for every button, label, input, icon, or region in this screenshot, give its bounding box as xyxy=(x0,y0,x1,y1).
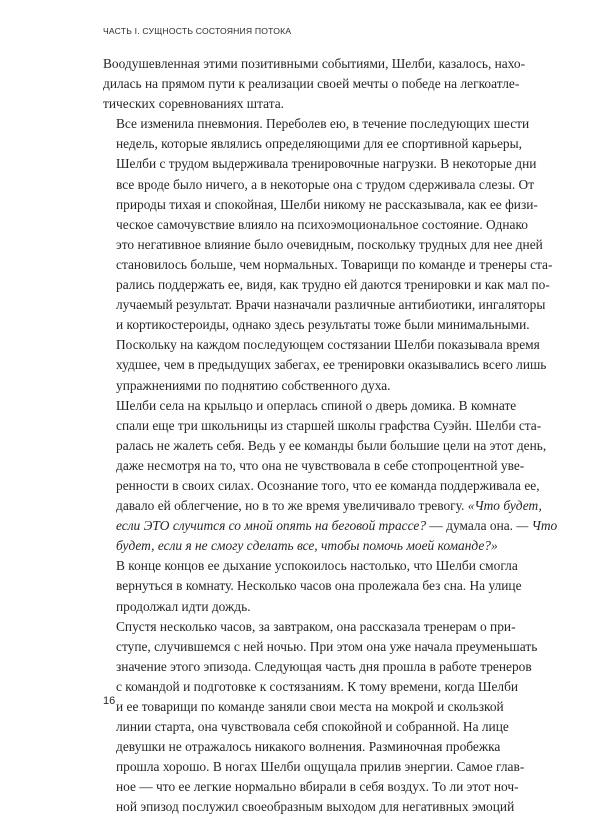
paragraph-3 xyxy=(103,396,558,557)
text-line: ралась не жалеть себя. Ведь у ее команды были большие цели на этот день, xyxy=(116,437,547,453)
text-line: спали еще три школьницы из старшей школы графства Суэйн. Шелби ста- xyxy=(116,417,542,433)
paragraph-5 xyxy=(103,617,538,818)
text-line xyxy=(103,496,542,516)
text-line: вернуться в комнату. Несколько часов она пролежала без сна. На улице xyxy=(116,578,522,594)
text-line: Шелби села на крыльцо и оперлась спиной о дверь домика. В комнате xyxy=(116,397,517,413)
text-line: ступе, случившемся с ней ночью. При этом она уже начала преуменьшать xyxy=(116,638,538,654)
text-line xyxy=(103,516,558,536)
quote-text: будет, если я не смогу сделать все, чтобы помочь моей команде?» xyxy=(116,538,498,554)
text-line: дилась на прямом пути к реализации своей мечты о победе на легкоатле- xyxy=(103,76,520,92)
text-line: это негативное влияние было очевидным, поскольку трудных для нее дней xyxy=(116,236,543,252)
text-line: и ее товарищи по команде заняли свои места на мокрой и скользкой xyxy=(116,699,504,714)
page-number: 16 xyxy=(103,695,116,707)
text-line: линии старта, она чувствовала себя спокойной и собранной. На лице xyxy=(116,719,509,735)
text-line: девушки не отражалось никакого волнения. Разминочная пробежка xyxy=(116,739,501,755)
text-line: В конце концов ее дыхание успокоилось настолько, что Шелби смогла xyxy=(116,558,518,574)
text-line: ной эпизод послужил своеобразным выходом для негативных эмоций xyxy=(116,799,515,815)
text-line: тических соревнованиях штата. xyxy=(103,96,285,112)
text-line: Все изменила пневмония. Переболев ею, в течение последующих шести xyxy=(116,116,530,132)
text-line: Спустя несколько часов, за завтраком, она рассказала тренерам о при- xyxy=(116,618,516,634)
text-line: значение этого эпизода. Следующая часть дня прошла в работе тренеров xyxy=(116,658,532,674)
text-line: рались поддержать ее, видя, как трудно ей даются тренировки и как мал по- xyxy=(116,277,550,293)
text-line: становилось больше, чем нормальных. Товарищи по команде и тренеры ста- xyxy=(116,256,553,272)
text-line: продолжал идти дождь. xyxy=(116,598,251,614)
text-line: все вроде было ничего, а в некоторые она с трудом сдерживала слезы. От xyxy=(116,176,535,192)
text-line: даже несмотря на то, что она не чувствовала в себе стопроцентной уве- xyxy=(116,457,525,473)
text-line: лучаемый результат. Врачи назначали различные антибиотики, ингаляторы xyxy=(116,297,546,313)
paragraph-2 xyxy=(103,114,553,395)
text-line: недель, которые являлись определяющими для ее спортивной карьеры, xyxy=(116,136,522,152)
text-run: — думала она. xyxy=(429,518,514,534)
quote-text: «Что будет, xyxy=(467,498,542,514)
body-text xyxy=(103,54,558,818)
text-line: Поскольку на каждом последующем состязании Шелби показывала время xyxy=(116,337,540,353)
text-line: природы тихая и спокойная, Шелби никому не рассказывала, как ее физи- xyxy=(116,196,538,212)
text-line: ное — что ее легкие нормально вбирали в себя воздух. То ли этот ноч- xyxy=(116,779,519,795)
running-head: ЧАСТЬ I. СУЩНОСТЬ СОСТОЯНИЯ ПОТОКА xyxy=(103,26,292,36)
text-run: давало ей облегчение, но в то же время увеличивало тревогу. xyxy=(116,498,465,514)
text-line: с командой и подготовке к состязаниям. К тому времени, когда Шелби xyxy=(116,678,519,694)
text-line: Шелби с трудом выдерживала тренировочные нагрузки. В некоторые дни xyxy=(116,156,537,172)
text-line: упражнениями по поднятию собственного духа. xyxy=(116,377,391,393)
text-line: ческое самочувствие влияло на психоэмоциональное состояние. Однако xyxy=(116,216,528,232)
paragraph-4 xyxy=(103,556,522,616)
quote-text: — Что xyxy=(516,518,558,534)
text-line: худшее, чем в предыдущих забегах, ее тренировки оказывались всего лишь xyxy=(116,357,547,373)
paragraph-1 xyxy=(103,54,526,114)
text-line: ренности в своих силах. Осознание того, что ее команда поддерживала ее, xyxy=(116,477,540,493)
text-line: и кортикостероиды, однако здесь результаты тоже были минимальными. xyxy=(116,317,530,333)
text-line: Воодушевленная этими позитивными событиями, Шелби, казалось, нахо- xyxy=(103,56,526,71)
text-line xyxy=(103,536,496,556)
quote-text: если ЭТО случится со мной опять на беговой трассе? xyxy=(116,518,427,534)
text-line: прошла хорошо. В ногах Шелби ощущала прилив энергии. Самое глав- xyxy=(116,759,525,775)
